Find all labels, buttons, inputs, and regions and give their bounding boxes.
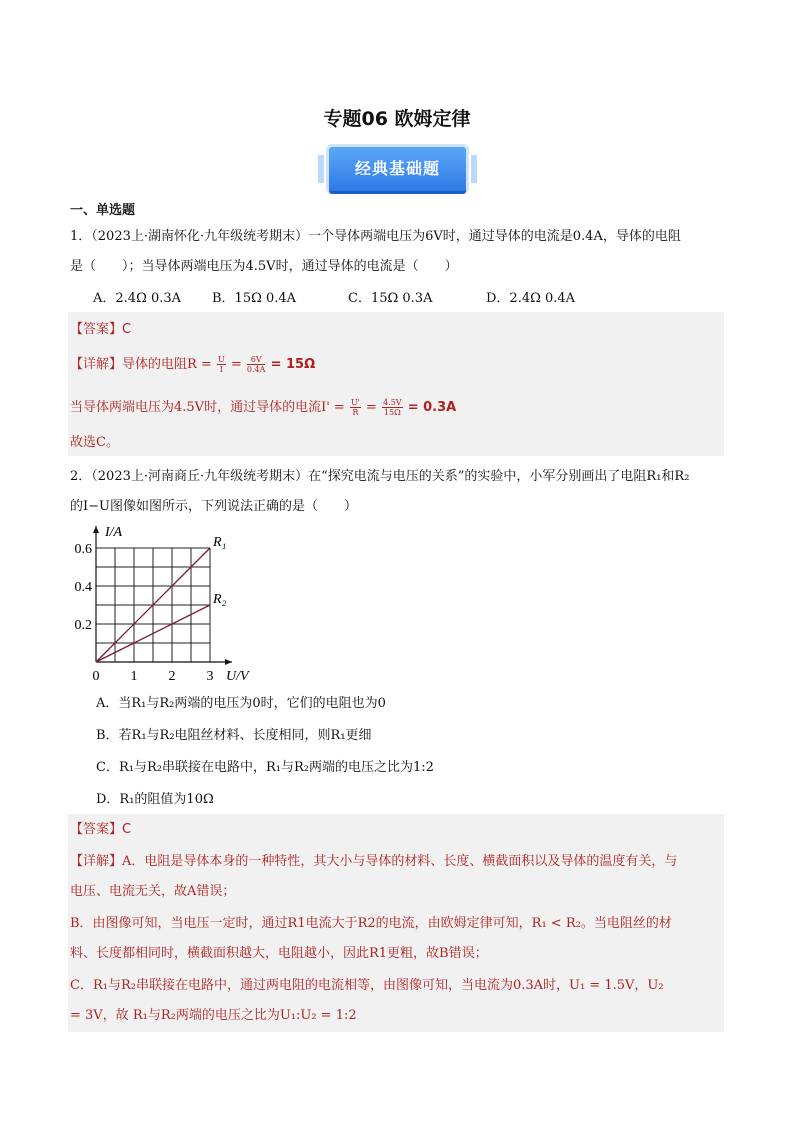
q2-detail-text1: A．电阻是导体本身的一种特性，其大小与导体的材料、长度、横截面积以及导体的温度有关，与 bbox=[122, 854, 678, 869]
section-banner: 经典基础题 bbox=[329, 147, 466, 191]
q1-frac-values: $\frac{6V}{0.4A}$ bbox=[246, 355, 266, 374]
section-heading: 一、单选题 bbox=[70, 203, 136, 218]
y-axis-arrow bbox=[93, 526, 99, 533]
q2-detail-line6: = 3V，故 R₁与R₂两端的电压之比为U₁:U₂ = 1:2 bbox=[70, 1008, 357, 1023]
iu-chart bbox=[66, 520, 266, 686]
q2-option-a: A．当R₁与R₂两端的电压为0时，它们的电阻也为0 bbox=[96, 696, 386, 711]
y-tick-label: 0.2 bbox=[74, 618, 92, 633]
q2-option-b: B．若R₁与R₂电阻丝材料、长度相同，则R₁更细 bbox=[96, 728, 372, 743]
q1-detail-label: 【详解】 bbox=[70, 357, 123, 372]
q2-answer: 【答案】C bbox=[70, 822, 132, 837]
y-tick-label: 0.4 bbox=[74, 580, 92, 595]
x-tick-label: 2 bbox=[168, 669, 176, 684]
x-axis-arrow bbox=[225, 659, 232, 665]
q1-stem-line2: 是（ ）；当导体两端电压为4.5V时，通过导体的电流是（ ） bbox=[70, 259, 458, 274]
q2-option-d: D．R₁的阻值为10Ω bbox=[96, 792, 214, 807]
q1-detail-line1: 【详解】导体的电阻R = $\frac{U}{I}$ = $\frac{6V}{0.4A}$ = 15Ω bbox=[70, 355, 316, 374]
q2-option-c: C．R₁与R₂串联接在电路中，R₁与R₂两端的电压之比为1:2 bbox=[96, 760, 434, 775]
q1-option-a: A．2.4Ω 0.3A bbox=[93, 291, 182, 306]
q2-detail-line1 bbox=[70, 852, 677, 872]
q1-detail-text2: 当导体两端电压为4.5V时，通过导体的电流I' = bbox=[70, 400, 345, 415]
q1-option-c: C．15Ω 0.3A bbox=[348, 291, 433, 306]
q1-detail-line2: 当导体两端电压为4.5V时，通过导体的电流I' = $\frac{U'}{R}$ = $\frac{4.5V}{15\Omega}$ = 0.3A bbox=[70, 398, 457, 417]
q1-frac-values2: $\frac{4.5V}{15\Omega}$ bbox=[383, 398, 402, 417]
q1-detail-text1: 导体的电阻R = bbox=[122, 357, 212, 372]
y-axis-label: I/A bbox=[105, 525, 123, 540]
q1-answer: 【答案】C bbox=[70, 322, 132, 337]
q1-stem-line1: 1．（2023上·湖南怀化·九年级统考期末）一个导体两端电压为6V时，通过导体的电流是0.4A，导体的电阻 bbox=[70, 229, 681, 244]
page-title: 专题06 欧姆定律 bbox=[323, 108, 471, 130]
q2-stem-line2: 的I−U图像如图所示，下列说法正确的是（ ） bbox=[70, 499, 357, 514]
q1-frac-u-over-r: $\frac{U'}{R}$ bbox=[350, 398, 360, 417]
q1-detail-result1: = 15Ω bbox=[270, 357, 316, 372]
q1-option-b: B．15Ω 0.4A bbox=[212, 291, 297, 306]
q1-option-d: D．2.4Ω 0.4A bbox=[486, 291, 576, 306]
x-tick-label: 3 bbox=[206, 669, 214, 684]
q1-detail-result2: = 0.3A bbox=[407, 400, 457, 415]
q1-answer-box bbox=[68, 312, 724, 456]
series-label-1: R₁ bbox=[213, 535, 227, 550]
x-tick-label: 1 bbox=[130, 669, 138, 684]
q2-detail-line4: 料、长度都相同时，横截面积越大，电阻越小，因此R1更粗，故B错误； bbox=[70, 946, 488, 961]
q2-detail-line2: 电压、电流无关，故A错误； bbox=[70, 884, 236, 899]
q1-detail-line3: 故选C。 bbox=[70, 435, 119, 450]
q2-stem-line1: 2．（2023上·河南商丘·九年级统考期末）在“探究电流与电压的关系”的实验中，小军分别画出了电阻R₁和R₂ bbox=[70, 469, 690, 484]
x-tick-label: 0 bbox=[92, 669, 100, 684]
x-axis-label: U/V bbox=[226, 669, 249, 684]
series-label-2: R₂ bbox=[213, 592, 227, 607]
q2-detail-line3: B．由图像可知，当电压一定时，通过R1电流大于R2的电流，由欧姆定律可知，R₁ < R₂。当电阻丝的材 bbox=[70, 916, 672, 931]
q2-detail-line5: C．R₁与R₂串联接在电路中，通过两电阻的电流相等，由图像可知，当电流为0.3A时，U₁ = 1.5V，U₂ bbox=[70, 978, 664, 993]
q2-detail-label: 【详解】 bbox=[70, 854, 123, 869]
q1-frac-u-over-i: $\frac{U}{I}$ bbox=[217, 355, 225, 374]
y-tick-label: 0.6 bbox=[74, 542, 92, 557]
chart-plot-area bbox=[75, 525, 251, 684]
